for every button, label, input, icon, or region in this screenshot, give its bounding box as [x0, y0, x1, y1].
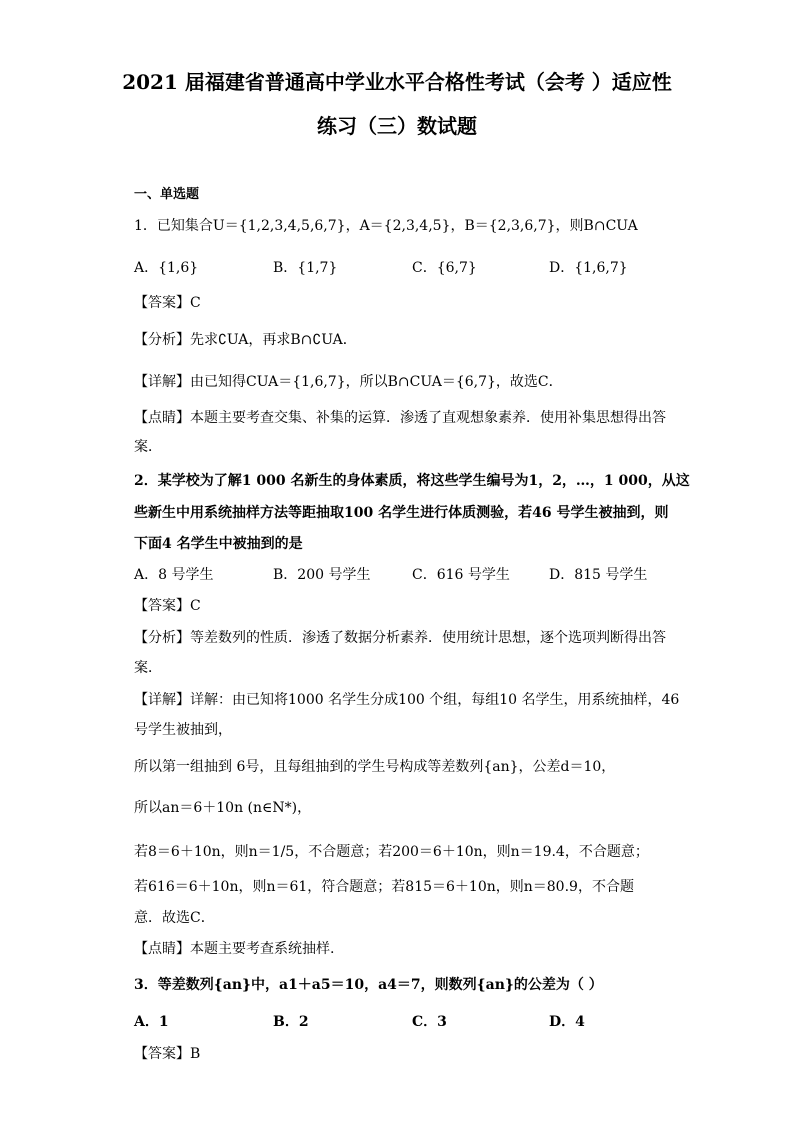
section-heading: 一、单选题: [134, 187, 200, 202]
q2-options: [134, 565, 694, 585]
q1-detail: 【详解】由已知得CUA＝{1,6,7}，所以B∩CUA＝{6,7}，故选C．: [134, 374, 563, 390]
q3-option-c: C．3: [412, 1014, 447, 1030]
q3-options: [134, 1012, 694, 1032]
q2-detail-line1: 【详解】详解：由已知将1000 名学生分成100 个组，每组10 名学生，用系统抽样，46: [134, 692, 680, 708]
q1-analysis: 【分析】先求∁UA，再求B∩∁UA．: [134, 332, 357, 348]
page-title-line2: 练习（三）数试题: [317, 114, 477, 138]
q2-answer: 【答案】C: [134, 598, 201, 614]
q3-answer: 【答案】B: [134, 1046, 201, 1062]
q2-detail-line5: 若8＝6＋10n，则n＝1/5，不合题意；若200＝6＋10n，则n＝19.4，不合题意；: [134, 844, 649, 860]
q2-detail-line7: 意．故选C．: [134, 910, 215, 926]
q2-stem-line1: 2．某学校为了解1 000 名新生的身体素质，将这些学生编号为1，2，…，1 000，从这: [134, 473, 690, 489]
q2-option-b: B．200 号学生: [273, 567, 371, 583]
q2-comment: 【点睛】本题主要考查系统抽样.: [134, 941, 335, 957]
q1-option-b: B．{1,7}: [273, 260, 338, 276]
q2-analysis-line1: 【分析】等差数列的性质．渗透了数据分析素养．使用统计思想，逐个选项判断得出答: [134, 630, 666, 646]
q2-detail-line6: 若616＝6＋10n，则n＝61，符合题意；若815＝6＋10n，则n＝80.9，不合题: [134, 879, 634, 895]
page-title-line1: 2021 届福建省普通高中学业水平合格性考试（会考 ）适应性: [122, 70, 672, 94]
q1-option-d: D．{1,6,7}: [549, 260, 628, 276]
q1-option-c: C．{6,7}: [412, 260, 477, 276]
q1-comment-line2: 案．: [134, 439, 162, 455]
q2-option-a: A．8 号学生: [134, 567, 214, 583]
q1-option-a: A．{1,6}: [134, 260, 199, 276]
q1-comment-line1: 【点睛】本题主要考查交集、补集的运算．渗透了直观想象素养．使用补集思想得出答: [134, 410, 666, 426]
q2-analysis-line2: 案．: [134, 660, 162, 676]
q3-option-d: D．4: [549, 1014, 585, 1030]
q1-stem: 1．已知集合U＝{1,2,3,4,5,6,7}，A＝{2,3,4,5}，B＝{2,3,6,7}，则B∩CUA: [134, 218, 638, 234]
q2-stem-line3: 下面4 名学生中被抽到的是: [134, 536, 303, 552]
q2-detail-line4: 所以an＝6＋10n (n∈N*)，: [134, 800, 312, 816]
q2-option-c: C．616 号学生: [412, 567, 510, 583]
q3-option-a: A．1: [134, 1014, 169, 1030]
q1-answer: 【答案】C: [134, 295, 201, 311]
q2-detail-line2: 号学生被抽到，: [134, 722, 232, 738]
q2-detail-line3: 所以第一组抽到 6号，且每组抽到的学生号构成等差数列{an}，公差d＝10，: [134, 759, 616, 775]
q3-option-b: B．2: [273, 1014, 309, 1030]
q3-stem: 3．等差数列{an}中，a1＋a5＝10，a4＝7，则数列{an}的公差为（ ）: [134, 977, 603, 993]
q1-options: [134, 258, 694, 278]
q2-stem-line2: 些新生中用系统抽样方法等距抽取100 名学生进行体质测验，若46 号学生被抽到，则: [134, 505, 669, 521]
q2-option-d: D．815 号学生: [549, 567, 648, 583]
